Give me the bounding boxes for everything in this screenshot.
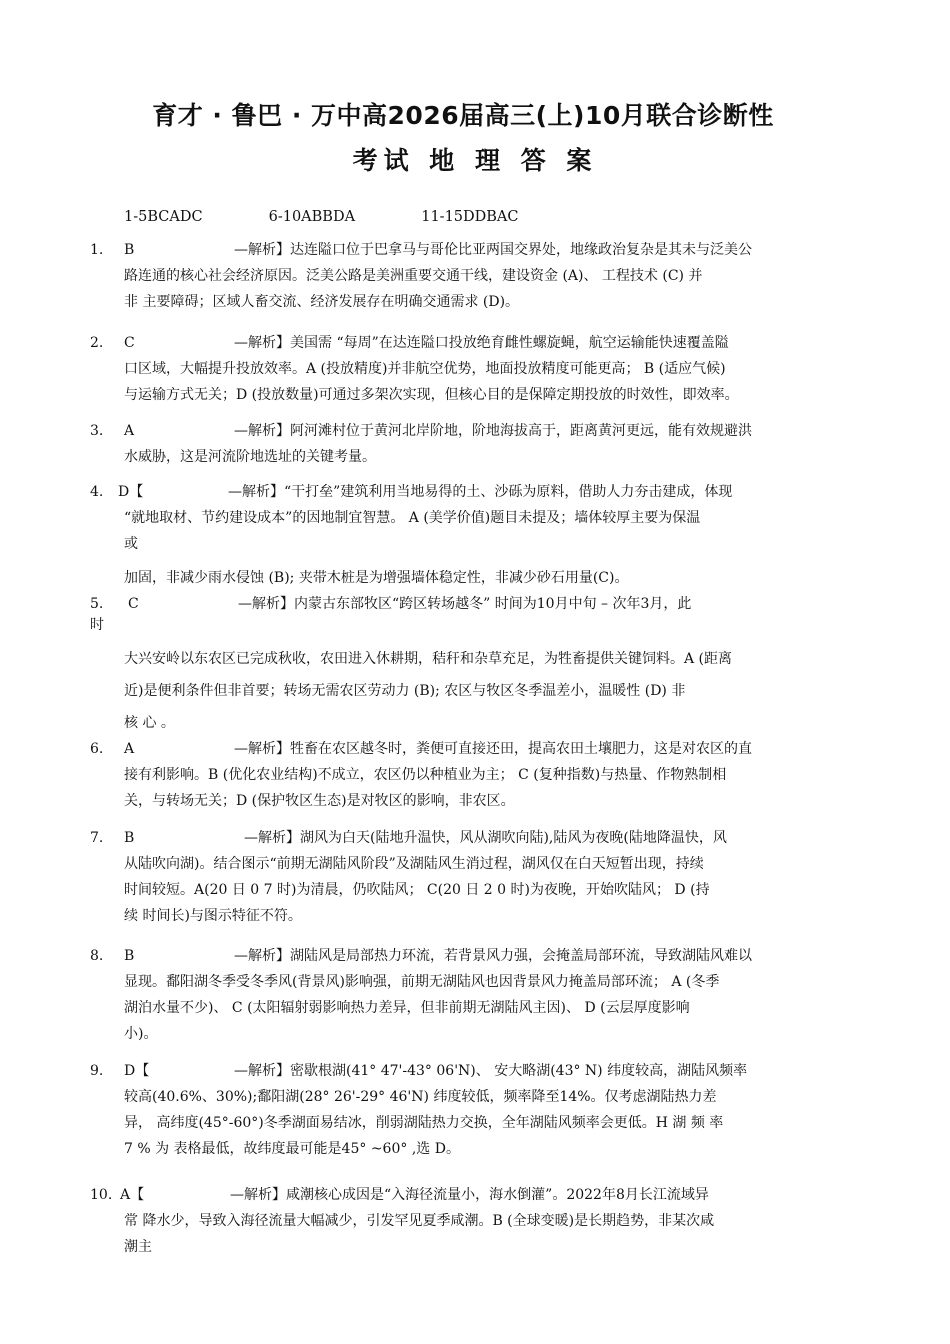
question-number: 4.: [90, 484, 104, 500]
analysis-line: —解析】阿河滩村位于黄河北岸阶地，阶地海拔高于，距离黄河更远，能有效规避洪: [234, 423, 752, 439]
analysis-line: 近)是便利条件但非首要；转场无需农区劳动力 (B); 农区与牧区冬季温差小，温暖性 (D) 非: [124, 683, 686, 699]
document-title-line2: 考试 地 理 答 案: [352, 146, 598, 175]
question-4: [90, 479, 858, 591]
answer-group-3: 11-15DDBAC: [421, 209, 519, 225]
analysis-line: 显现。鄱阳湖冬季受冬季风(背景风)影响强，前期无湖陆风也因背景风力掩盖局部环流； A (冬季: [124, 974, 720, 990]
analysis-line: 水威胁，这是河流阶地选址的关键考量。: [124, 449, 376, 465]
analysis-line: —解析】咸潮核心成因是“入海径流量小，海水倒灌”。2022年8月长江流域异: [230, 1187, 709, 1203]
question-answer: A: [124, 741, 135, 757]
analysis-line: —解析】密歇根湖(41° 47'-43° 06'N)、 安大略湖(43° N) 纬度较高，湖陆风频率: [234, 1063, 748, 1079]
question-number: 2.: [90, 335, 104, 351]
analysis-line: 核 心 。: [124, 715, 175, 731]
question-answer: B: [124, 242, 135, 258]
question-answer: D【: [118, 484, 144, 500]
analysis-line: —解析】湖陆风是局部热力环流，若背景风力强，会掩盖局部环流，导致湖陆风难以: [234, 948, 752, 964]
analysis-line: 湖泊水量不少)、 C (太阳辐射弱影响热力差异，但非前期无湖陆风主因)、 D (云层厚度影响: [124, 1000, 690, 1016]
analysis-line: 关，与转场无关；D (保护牧区生态)是对牧区的影响，非农区。: [124, 793, 515, 809]
analysis-line: 时: [90, 617, 104, 633]
question-answer: A: [124, 423, 135, 439]
analysis-line: 时间较短。A(20 日 0 7 时)为清晨，仍吹陆风； C(20 日 2 0 时)为夜晚，开始吹陆风； D (持: [124, 882, 710, 898]
analysis-line: —解析】达连隘口位于巴拿马与哥伦比亚两国交界处，地缘政治复杂是其未与泛美公: [234, 242, 752, 258]
analysis-line: “就地取材、节约建设成本”的因地制宜智慧。 A (美学价值)题目未提及；墙体较厚主要为保温: [124, 510, 701, 526]
question-answer: D【: [124, 1063, 150, 1079]
question-5: [90, 591, 858, 739]
analysis-line: 较高(40.6%、30%);鄱阳湖(28° 26'-29° 46'N) 纬度较低，频率降至14%。仅考虑湖陆热力差: [124, 1089, 717, 1105]
analysis-line: 潮主: [124, 1239, 152, 1255]
question-number: 5.: [90, 596, 104, 612]
analysis-line: 大兴安岭以东农区已完成秋收，农田进入休耕期，秸秆和杂草充足，为牲畜提供关键饲料。A (距离: [124, 651, 733, 667]
analysis-line: —解析】湖风为白天(陆地升温快，风从湖吹向陆),陆风为夜晚(陆地降温快，风: [244, 830, 727, 846]
analysis-line: 从陆吹向湖)。结合图示“前期无湖陆风阶段”及湖陆风生消过程，湖风仅在白天短暂出现，持续: [124, 856, 704, 872]
question-number: 8.: [90, 948, 104, 964]
analysis-line: 接有利影响。B (优化农业结构)不成立，农区仍以种植业为主； C (复种指数)与热量、作物熟制相: [124, 767, 727, 783]
analysis-line: 与运输方式无关；D (投放数量)可通过多架次实现，但核心目的是保障定期投放的时效性，即效率。: [124, 387, 739, 403]
analysis-line: 小)。: [124, 1026, 158, 1042]
analysis-line: —解析】“干打垒”建筑利用当地易得的土、沙砾为原料，借助人力夯击建成，体现: [228, 484, 733, 500]
analysis-line: 或: [124, 536, 138, 552]
analysis-line: 常 降水少，导致入海径流量大幅减少，引发罕见夏季咸潮。B (全球变暖)是长期趋势，非某次咸: [124, 1213, 715, 1229]
analysis-line: 7 % 为 表格最低，故纬度最可能是45° ~60° ,选 D。: [124, 1141, 460, 1157]
analysis-line: 续 时间长)与图示特征不符。: [124, 908, 302, 924]
answer-summary: [124, 209, 519, 225]
question-number: 3.: [90, 423, 104, 439]
question-3: [90, 418, 858, 470]
answer-group-1: 1-5BCADC: [124, 209, 203, 225]
question-number: 6.: [90, 741, 104, 757]
analysis-line: —解析】牲畜在农区越冬时，粪便可直接还田，提高农田土壤肥力，这是对农区的直: [234, 741, 752, 757]
question-answer: A【: [120, 1187, 145, 1203]
analysis-line: 口区域，大幅提升投放效率。A (投放精度)并非航空优势，地面投放精度可能更高； B (适应气候): [124, 361, 726, 377]
question-10: [90, 1182, 858, 1260]
document-title-line1: 育才 · 鲁巴 · 万中高2026届高三(上)10月联合诊断性: [152, 101, 774, 130]
question-number: 10.: [90, 1187, 113, 1203]
question-9: [90, 1058, 858, 1162]
question-1: [90, 237, 858, 315]
question-number: 7.: [90, 830, 104, 846]
question-number: 9.: [90, 1063, 104, 1079]
analysis-line: 非 主要障碍；区域人畜交流、经济发展存在明确交通需求 (D)。: [124, 294, 520, 310]
answer-group-2: 6-10ABBDA: [268, 209, 356, 225]
question-7: [90, 825, 858, 929]
analysis-line: —解析】美国需 “每周”在达连隘口投放绝育雌性螺旋蝇，航空运输能快速覆盖隘: [234, 335, 729, 351]
question-number: 1.: [90, 242, 104, 258]
question-answer: B: [124, 948, 135, 964]
question-answer: B: [124, 830, 135, 846]
question-answer: C: [128, 596, 139, 612]
question-8: [90, 943, 858, 1047]
question-2: [90, 330, 858, 408]
analysis-line: 路连通的核心社会经济原因。泛美公路是美洲重要交通干线，建设资金 (A)、 工程技术 (C) 并: [124, 268, 703, 284]
analysis-line: 异， 高纬度(45°-60°)冬季湖面易结冰，削弱湖陆热力交换，全年湖陆风频率会更低。H 湖 频 率: [124, 1115, 724, 1131]
question-6: [90, 736, 858, 814]
analysis-line: —解析】内蒙古东部牧区“跨区转场越冬” 时间为10月中旬 – 次年3月，此: [238, 596, 692, 612]
analysis-line: 加固，非减少雨水侵蚀 (B); 夹带木桩是为增强墙体稳定性，非减少砂石用量(C)。: [124, 570, 629, 586]
question-answer: C: [124, 335, 135, 351]
